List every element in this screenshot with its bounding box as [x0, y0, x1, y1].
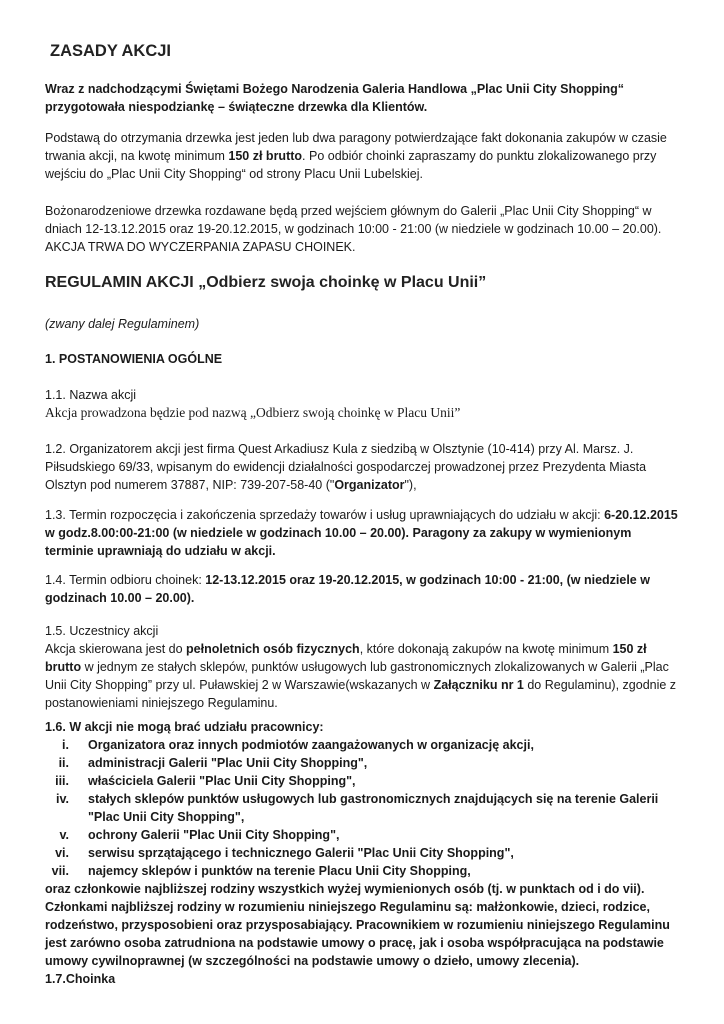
section-label: 1.1. Nazwa akcji — [45, 388, 137, 402]
text: w jednym ze stałych sklepów, punktów usługowych lub gastronomicznych zlokalizowanych w Galerii „Plac Unii City Shopping” przy ul. Puławskiej 2 w Warszawie(wskazanych w — [45, 660, 669, 692]
list-number: ii. — [58, 756, 69, 770]
regulation-title: REGULAMIN AKCJI „Odbierz swoja choinkę w Placu Unii” — [45, 274, 487, 291]
text: Podstawą do otrzymania drzewka jest jeden lub dwa paragony potwierdzające fakt dokonania zakupów w czasie trwania akcji, na kwotę minimum — [45, 131, 667, 163]
section-1-4 — [45, 571, 681, 607]
list-item — [45, 862, 681, 880]
text: do Regulaminu), zgodnie z postanowieniami niniejszego Regulaminu. — [45, 678, 677, 710]
list-text: właściciela Galerii "Plac Unii City Shopping", — [88, 774, 356, 788]
attachment-ref: Załączniku nr 1 — [433, 678, 524, 692]
section-heading-1-7: 1.7.Choinka — [45, 972, 116, 986]
list-item — [45, 790, 681, 826]
excluded-list — [45, 736, 681, 880]
list-number: vii. — [51, 864, 69, 878]
list-text: najemcy sklepów i punktów na terenie Placu Unii City Shopping, — [88, 864, 471, 878]
list-number: iii. — [55, 774, 69, 788]
section-label: 1.6. W akcji nie mogą brać udziału pracownicy: — [45, 720, 324, 734]
section-text — [45, 640, 681, 712]
list-number: iv. — [56, 792, 69, 806]
list-number: v. — [59, 828, 69, 842]
bold-text: 12-13.12.2015 oraz 19-20.12.2015, w godzinach 10:00 - 21:00, (w niedziele w godzinach 10.00 – 20.00). — [45, 573, 650, 605]
list-number: i. — [62, 738, 69, 752]
section-heading: 1. POSTANOWIENIA OGÓLNE — [45, 352, 223, 366]
section-1-1 — [45, 386, 681, 422]
amount-text: 150 zł brutto — [228, 149, 303, 163]
text: , które dokonają zakupów na kwotę minimum — [359, 642, 613, 656]
paragraph-dates: Bożonarodzeniowe drzewka rozdawane będą przed wejściem głównym do Galerii „Plac Unii City Shopping“ w dniach 12-13.12.2015 oraz 19-20.12.2015, w godzinach 10:00 - 21:00 (w niedziele w godzinach 10.00 – 20.00). AKCJA TRWA DO WYCZERPANIA ZAPASU CHOINEK. — [45, 204, 662, 254]
list-text: serwisu sprzątającego i technicznego Galerii "Plac Unii City Shopping", — [88, 846, 514, 860]
list-text: ochrony Galerii "Plac Unii City Shopping", — [88, 828, 340, 842]
list-text: administracji Galerii "Plac Unii City Shopping", — [88, 756, 368, 770]
section-1-2 — [45, 440, 681, 494]
list-item — [45, 736, 681, 754]
intro-paragraph: Wraz z nadchodzącymi Świętami Bożego Narodzenia Galeria Handlowa „Plac Unii City Shopping“ przygotowała niespodziankę – świąteczne drzewka dla Klientów. — [45, 82, 625, 114]
organizer-term: Organizator — [334, 478, 405, 492]
list-number: vi. — [55, 846, 69, 860]
list-item — [45, 844, 681, 862]
section-label: 1.5. Uczestnicy akcji — [45, 624, 159, 638]
list-item — [45, 826, 681, 844]
text: "), — [404, 478, 417, 492]
section-1-5 — [45, 622, 681, 712]
list-text: Organizatora oraz innych podmiotów zaangażowanych w organizację akcji, — [88, 738, 534, 752]
text: 1.2. Organizatorem akcji jest firma Quest Arkadiusz Kula z siedzibą w Olsztynie (10-414) przy Al. Marsz. J. Piłsudskiego 69/33, wpisanym do ewidencji działalności gospodarczej prowadzonej przez Prezydenta Miasta Olsztyn pod numerem 37887, NIP: 739-207-58-40 (" — [45, 442, 647, 492]
text: 1.4. Termin odbioru choinek: — [45, 573, 206, 587]
text: . Po odbiór choinki zapraszamy do punktu zlokalizowanego przy wejściu do „Plac Unii City Shopping“ od strony Placu Unii Lubelskiej. — [45, 149, 657, 181]
list-item — [45, 754, 681, 772]
text: 1.3. Termin rozpoczęcia i zakończenia sprzedaży towarów i usług uprawniających do udziału w akcji: — [45, 508, 605, 522]
section-1-6 — [45, 718, 681, 988]
amount-text: 150 zł brutto — [45, 642, 647, 674]
list-item — [45, 772, 681, 790]
section-1-3 — [45, 506, 681, 560]
list-text: stałych sklepów punktów usługowych lub gastronomicznych znajdujących się na terenie Galerii "Plac Unii City Shopping", — [88, 792, 659, 824]
regulation-subtitle: (zwany dalej Regulaminem) — [45, 317, 200, 331]
page-title: ZASADY AKCJI — [50, 42, 172, 60]
section-text: Akcja prowadzona będzie pod nazwą „Odbierz swoją choinkę w Placu Unii” — [45, 405, 461, 420]
bold-text: pełnoletnich osób fizycznych — [186, 642, 360, 656]
bold-text: 6-20.12.2015 w godz.8.00:00-21:00 (w niedziele w godzinach 10.00 – 20.00). Paragony za zakupy w wymienionym terminie uprawniają do udziału w akcji. — [45, 508, 678, 558]
text: Akcja skierowana jest do — [45, 642, 187, 656]
paragraph-receipts — [45, 129, 681, 183]
section-text: oraz członkowie najbliższej rodziny wszystkich wyżej wymienionych osób (tj. w punktach od i do vii). Członkami najbliższej rodziny w rozumieniu niniejszego Regulaminu są: małżonkowie, dzieci, rodzice, rodzeństwo, przysposobieni oraz przysposabiający. Pracownikiem w rozumieniu niniejszego Regulaminu jest zarówno osoba zatrudniona na podstawie umowy o pracę, jak i osoba współpracująca na podstawie umowy cywilnoprawnej (w szczególności na podstawie umowy o dzieło, umowy zlecenia). — [45, 882, 670, 968]
